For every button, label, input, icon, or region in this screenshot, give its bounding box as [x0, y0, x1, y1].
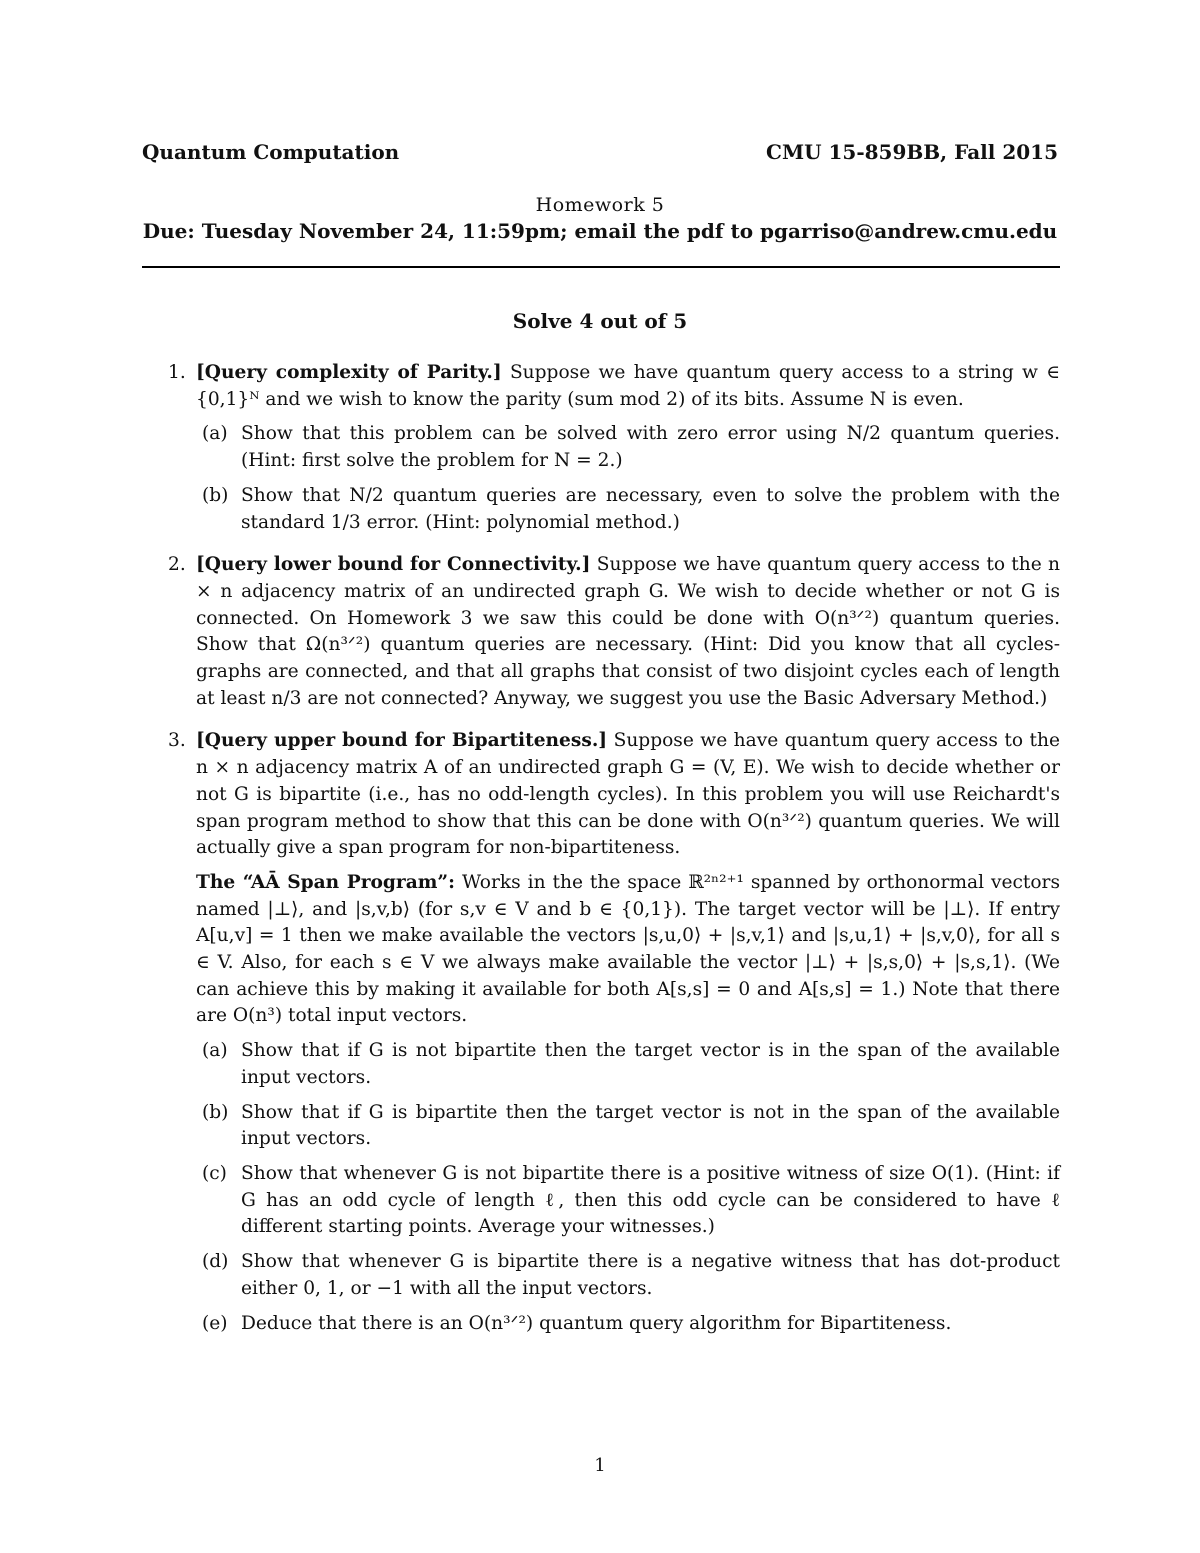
page-header — [142, 140, 1058, 164]
sub-part-text: Show that N/2 quantum queries are necessary, even to solve the problem with the standard 1/3 error. (Hint: polynomial method.) — [241, 484, 1060, 533]
problem-number: 2. — [168, 554, 186, 576]
sub-part-label: (c) — [202, 1162, 227, 1184]
problem-3 — [142, 728, 1060, 1337]
problem-number: 1. — [168, 362, 186, 383]
page-number: 1 — [594, 1455, 606, 1476]
sub-part-label: (b) — [202, 484, 229, 506]
horizontal-rule — [142, 266, 1060, 268]
sub-part-label: (d) — [202, 1251, 229, 1273]
sub-part-text: Deduce that there is an O(n³ᐟ²) quantum query algorithm for Bipartiteness. — [241, 1312, 952, 1334]
problem-title: [Query complexity of Parity.] — [196, 362, 502, 383]
problem-1 — [142, 360, 1060, 536]
sub-parts — [196, 421, 1060, 536]
span-program-paragraph — [196, 870, 1060, 1030]
sub-part-text: Show that whenever G is not bipartite there is a positive witness of size O(1). (Hint: if G has an odd cycle of length ℓ, then this odd cycle can be considered to have ℓ different starting points. Average your witnesses.) — [241, 1162, 1060, 1238]
problem-list — [142, 360, 1060, 1353]
sub-part — [196, 1311, 1060, 1338]
sub-part-text: Show that this problem can be solved with zero error using N/2 quantum queries. (Hint: first solve the problem for N = 2.) — [241, 423, 1060, 472]
course-code: CMU 15-859BB, Fall 2015 — [766, 140, 1058, 164]
course-name: Quantum Computation — [142, 140, 400, 164]
problem-body: Suppose we have quantum query access to the n × n adjacency matrix of an undirected graph G. We wish to decide whether or not G is connected. On Homework 3 we saw this could be done with O(n³ᐟ²) quantum queries. Show that Ω(n³ᐟ²) quantum queries are necessary. (Hint: Did you know that all cycles-graphs are connected, and that all graphs that consist of two disjoint cycles each of length at least n/3 are not connected? Anyway, we suggest you use the Basic Adversary Method.) — [196, 554, 1061, 709]
sub-part — [196, 1100, 1060, 1153]
sub-part-text: Show that whenever G is bipartite there is a negative witness that has dot-product either 0, 1, or −1 with all the input vectors. — [241, 1251, 1060, 1299]
sub-part-label: (e) — [202, 1312, 228, 1334]
sub-part — [196, 421, 1060, 474]
sub-part — [196, 1249, 1060, 1302]
problem-body: Suppose we have quantum query access to a string w ∈ {0,1}ᴺ and we wish to know the parity (sum mod 2) of its bits. Assume N is even. — [196, 362, 1060, 410]
sub-part-label: (a) — [202, 1040, 228, 1062]
sub-part — [196, 483, 1060, 536]
problem-body: Suppose we have quantum query access to the n × n adjacency matrix A of an undirected graph G = (V, E). We wish to decide whether or not G is bipartite (i.e., has no odd-length cycles). In this problem you will use Reichardt's span program method to show that this can be done with O(n³ᐟ²) quantum queries. We will actually give a span program for non-bipartiteness. — [196, 730, 1060, 859]
problem-title: [Query upper bound for Bipartiteness.] — [196, 730, 608, 752]
sub-part-text: Show that if G is not bipartite then the target vector is in the span of the available input vectors. — [241, 1040, 1060, 1088]
problem-number: 3. — [168, 730, 186, 752]
sub-part — [196, 1161, 1060, 1241]
instructions: Solve 4 out of 5 — [512, 309, 688, 333]
due-line: Due: Tuesday November 24, 11:59pm; email the pdf to pgarriso@andrew.cmu.edu — [142, 219, 1058, 243]
sub-parts — [196, 1038, 1060, 1337]
sub-part-text: Show that if G is bipartite then the target vector is not in the span of the available input vectors. — [241, 1101, 1060, 1150]
sub-part — [196, 1038, 1060, 1091]
span-program-title: The “AĀ Span Program”: — [196, 871, 455, 893]
sub-part-label: (b) — [202, 1101, 229, 1123]
problem-title: [Query lower bound for Connectivity.] — [196, 554, 591, 576]
sub-part-label: (a) — [202, 423, 228, 445]
homework-title: Homework 5 — [535, 194, 665, 216]
problem-2 — [142, 552, 1060, 712]
span-program-body: Works in the the space ℝ²ⁿ²⁺¹ spanned by orthonormal vectors named |⊥⟩, and |s,v,b⟩ (for s,v ∈ V and b ∈ {0,1}). The target vector will be |⊥⟩. If entry A[u,v] = 1 then we make available the vectors |s,u,0⟩ + |s,v,1⟩ and |s,u,1⟩ + |s,v,0⟩, for all s ∈ V. Also, for each s ∈ V we always make available the vector |⊥⟩ + |s,s,0⟩ + |s,s,1⟩. (We can achieve this by making it available for both A[s,s] = 0 and A[s,s] = 1.) Note that there are O(n³) total input vectors. — [196, 871, 1060, 1027]
